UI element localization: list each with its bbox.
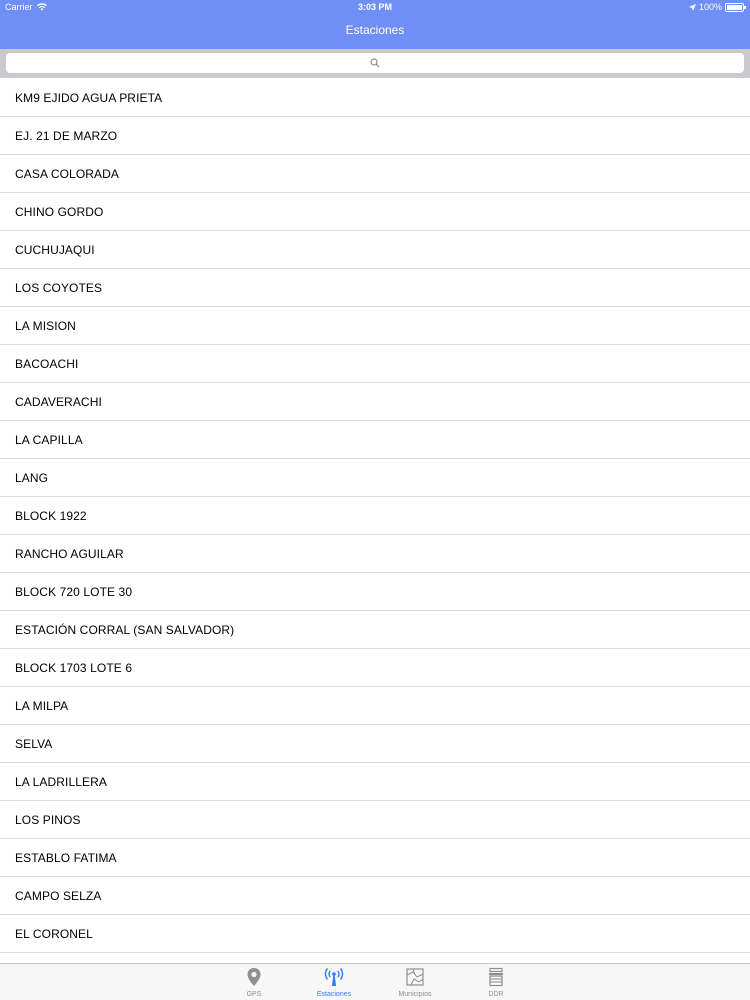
list-item[interactable]	[0, 839, 750, 877]
station-name: RANCHO AGUILAR	[15, 546, 124, 561]
location-arrow-icon	[689, 4, 696, 11]
station-name: LA MISION	[15, 318, 76, 333]
tab-municipios[interactable]	[385, 966, 445, 999]
station-list	[0, 79, 750, 953]
list-item[interactable]	[0, 117, 750, 155]
list-item[interactable]	[0, 155, 750, 193]
list-item[interactable]	[0, 611, 750, 649]
list-item[interactable]	[0, 915, 750, 953]
station-name: KM9 EJIDO AGUA PRIETA	[15, 90, 163, 105]
list-item[interactable]	[0, 725, 750, 763]
station-name: BACOACHI	[15, 356, 79, 371]
list-item[interactable]	[0, 877, 750, 915]
list-item[interactable]	[0, 269, 750, 307]
search-bar	[0, 49, 750, 78]
header	[0, 0, 750, 49]
battery-percent: 100%	[698, 2, 722, 12]
station-name: BLOCK 1703 LOTE 6	[15, 660, 133, 675]
status-right	[689, 2, 744, 12]
list-item[interactable]	[0, 307, 750, 345]
search-input[interactable]	[6, 53, 744, 73]
map-icon	[405, 967, 425, 987]
tab-label: Municipios	[398, 991, 432, 998]
list-item[interactable]	[0, 535, 750, 573]
station-name: ESTACIÓN CORRAL (SAN SALVADOR)	[15, 622, 235, 637]
station-name: LANG	[15, 470, 49, 485]
list-item[interactable]	[0, 231, 750, 269]
station-name: EJ. 21 DE MARZO	[15, 128, 118, 143]
station-name: CASA COLORADA	[15, 166, 119, 181]
station-name: ESTABLO FATIMA	[15, 850, 117, 865]
tab-label: DDR	[488, 991, 504, 998]
list-item[interactable]	[0, 573, 750, 611]
building-icon	[486, 967, 506, 987]
station-name: LA MILPA	[15, 698, 69, 713]
station-name: CADAVERACHI	[15, 394, 102, 409]
list-item[interactable]	[0, 497, 750, 535]
tab-gps[interactable]	[224, 966, 284, 999]
tab-ddr[interactable]	[466, 966, 526, 999]
list-item[interactable]	[0, 801, 750, 839]
station-name: CAMPO SELZA	[15, 888, 102, 903]
list-item[interactable]	[0, 421, 750, 459]
status-time: 3:03 PM	[357, 2, 392, 12]
list-item[interactable]	[0, 79, 750, 117]
station-name: EL CORONEL	[15, 926, 93, 941]
station-name: LA LADRILLERA	[15, 774, 108, 789]
tab-label: GPS	[246, 991, 262, 998]
station-name: CHINO GORDO	[15, 204, 104, 219]
list-item[interactable]	[0, 345, 750, 383]
station-name: LOS PINOS	[15, 812, 81, 827]
antenna-icon	[324, 967, 344, 987]
tab-estaciones[interactable]	[304, 966, 364, 999]
station-name: SELVA	[15, 736, 53, 751]
station-name: BLOCK 1922	[15, 508, 87, 523]
station-name: BLOCK 720 LOTE 30	[15, 584, 133, 599]
list-item[interactable]	[0, 383, 750, 421]
status-bar	[0, 0, 750, 15]
list-item[interactable]	[0, 193, 750, 231]
station-name: LOS COYOTES	[15, 280, 103, 295]
station-name: CUCHUJAQUI	[15, 242, 95, 257]
list-item[interactable]	[0, 763, 750, 801]
list-item[interactable]	[0, 649, 750, 687]
tab-label: Estaciones	[316, 991, 352, 998]
list-item[interactable]	[0, 459, 750, 497]
battery-icon	[725, 3, 744, 12]
station-name: LA CAPILLA	[15, 432, 83, 447]
map-pin-icon	[244, 967, 264, 987]
carrier-label: Carrier	[5, 2, 33, 12]
page-title: Estaciones	[345, 23, 405, 37]
list-item[interactable]	[0, 687, 750, 725]
search-icon	[370, 58, 380, 68]
tab-bar	[0, 963, 750, 1000]
